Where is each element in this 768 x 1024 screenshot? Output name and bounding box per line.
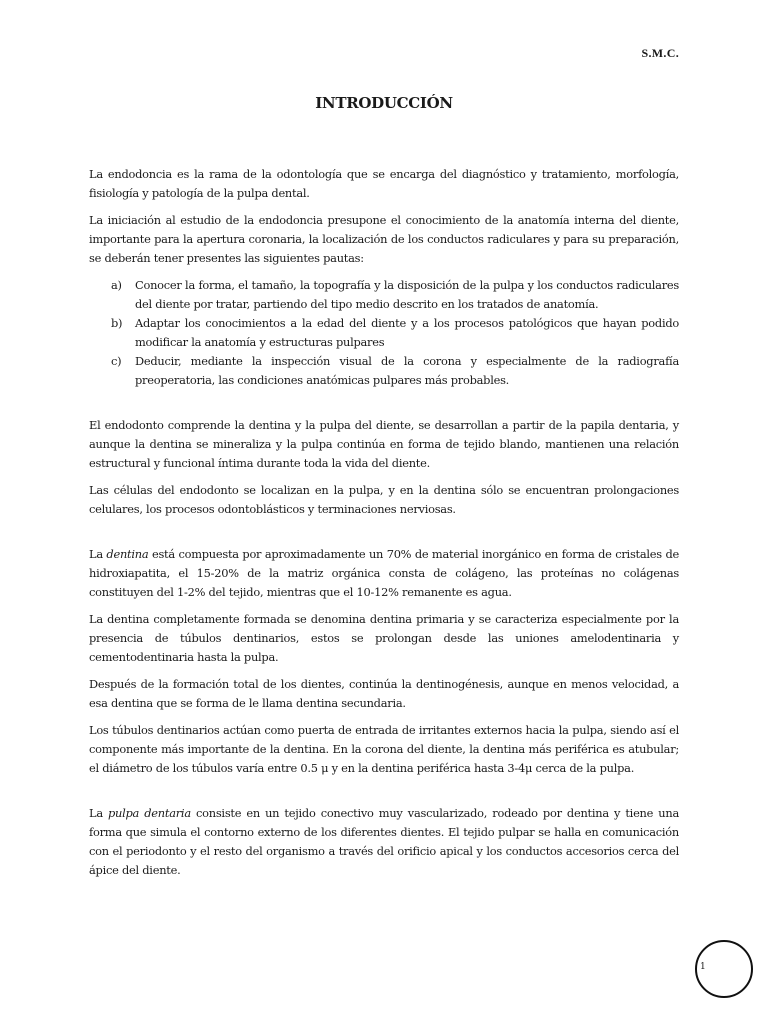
list-item xyxy=(89,352,679,390)
text-rest: consiste en un tejido conectivo muy vascularizado, rodeado por dentina y tiene una forma que simula el contorno externo de los diferentes dientes. El tejido pulpar se halla en comunicación con el periodonto y el resto del organismo a través del orificio apical y los conductos accesorios cerca del ápice del diente. xyxy=(89,806,679,877)
paragraph-endodonto: El endodonto comprende la dentina y la pulpa del diente, se desarrollan a partir de la papila dentaria, y aunque la dentina se mineraliza y la pulpa continúa en forma de tejido blando, mantienen una relación estructural y funcional íntima durante toda la vida del diente. xyxy=(89,418,679,470)
term-dentina: dentina xyxy=(106,547,149,561)
list-item xyxy=(89,276,679,314)
text-rest: está compuesta por aproximadamente un 70% de material inorgánico en forma de cristales de hidroxiapatita, el 15-20% de la matriz orgánica consta de colágeno, las proteínas no colágenas constituyen del 1-2% del tejido, mientras que el 10-12% remanente es agua. xyxy=(89,547,679,599)
paragraph-endodonto-cells: Las células del endodonto se localizan en la pulpa, y en la dentina sólo se encuentran prolongaciones celulares, los procesos odontoblásticos y terminaciones nerviosas. xyxy=(89,483,679,516)
list-marker: a) xyxy=(111,278,122,292)
list-item-text: Conocer la forma, el tamaño, la topografía y la disposición de la pulpa y los conductos radiculares del diente por tratar, partiendo del tipo medio descrito en los tratados de anatomía. xyxy=(135,278,679,311)
paragraph-pulpa-dentaria xyxy=(89,804,679,880)
list-item xyxy=(89,314,679,352)
term-pulpa-dentaria: pulpa dentaria xyxy=(108,806,191,820)
list-item-text: Adaptar los conocimientos a la edad del diente y a los procesos patológicos que hayan podido modificar la anatomía y estructuras pulpares xyxy=(135,316,679,349)
page-title: INTRODUCCIÓN xyxy=(315,94,453,112)
list-marker: c) xyxy=(111,354,122,368)
list-marker: b) xyxy=(111,316,123,330)
paragraph-tubulos: Los túbulos dentinarios actúan como puerta de entrada de irritantes externos hacia la pulpa, siendo así el componente más importante de la dentina. En la corona del diente, la dentina más periférica es atubular; el diámetro de los túbulos varía entre 0.5 μ y en la dentina periférica hasta 3-4μ cerca de la pulpa. xyxy=(89,723,679,775)
guidelines-list xyxy=(89,276,679,390)
page-number: 1 xyxy=(700,962,706,972)
text-lead: La xyxy=(89,547,107,561)
paragraph-dentina-composition xyxy=(89,545,679,602)
paragraph-definition: La endodoncia es la rama de la odontología que se encarga del diagnóstico y tratamiento, morfología, fisiología y patología de la pulpa dental. xyxy=(89,167,679,200)
text-lead: La xyxy=(89,806,108,820)
paragraph-dentina-primaria: La dentina completamente formada se denomina dentina primaria y se caracteriza especialmente por la presencia de túbulos dentinarios, estos se prolongan desde las uniones amelodentinaria y cementodentinaria hasta la pulpa. xyxy=(89,612,679,664)
header-initials: S.M.C. xyxy=(641,46,679,60)
paragraph-dentina-secundaria: Después de la formación total de los dientes, continúa la dentinogénesis, aunque en menos velocidad, a esa dentina que se forma de le llama dentina secundaria. xyxy=(89,677,679,710)
paragraph-intro-study: La iniciación al estudio de la endodoncia presupone el conocimiento de la anatomía interna del diente, importante para la apertura coronaria, la localización de los conductos radiculares y para su preparación, se deberán tener presentes las siguientes pautas: xyxy=(89,213,679,265)
document-body xyxy=(89,165,679,888)
list-item-text: Deducir, mediante la inspección visual de la corona y especialmente de la radiografía preoperatoria, las condiciones anatómicas pulpares más probables. xyxy=(135,354,679,387)
